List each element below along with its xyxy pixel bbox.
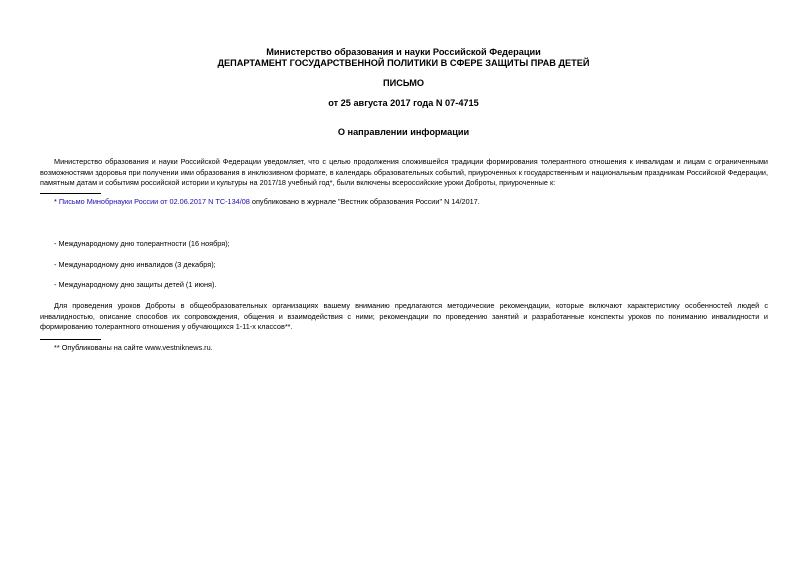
ministry-name: Министерство образования и науки Российской Федерации xyxy=(266,47,541,57)
footnote-1 xyxy=(54,197,480,207)
footnote-separator xyxy=(40,339,101,340)
department-name: ДЕПАРТАМЕНТ ГОСУДАРСТВЕННОЙ ПОЛИТИКИ В СФЕРЕ ЗАЩИТЫ ПРАВ ДЕТЕЙ xyxy=(217,58,590,68)
list-item: - Международному дню толерантности (16 ноября); xyxy=(54,239,230,248)
footnote-1-link[interactable]: Письмо Минобрнауки России от 02.06.2017 N ТС-134/08 xyxy=(58,197,250,206)
intro-paragraph: Министерство образования и науки Российской Федерации уведомляет, что с целью продолжения сложившейся традиции формирования толерантного отношения к инвалидам и лицам с ограниченными возможностями здоровья при получении ими образования в инклюзивном формате, в календарь образовательных событий, приуроченных к государственным и национальным праздникам Российской Федерации, памятным датам и событиям российской истории и культуры на 2017/18 учебный год*, были включены всероссийские уроки Доброты, приуроченные к: xyxy=(40,157,768,187)
document-subject: О направлении информации xyxy=(337,127,470,137)
document-type: ПИСЬМО xyxy=(382,78,425,88)
list-item: - Международному дню инвалидов (3 декабря); xyxy=(54,260,216,269)
footnote-1-marker: * xyxy=(54,197,59,206)
footnote-1-rest: опубликовано в журнале "Вестник образования России" N 14/2017. xyxy=(249,197,480,206)
list-item: - Международному дню защиты детей (1 июня). xyxy=(54,280,217,289)
recommendations-paragraph: Для проведения уроков Доброты в общеобразовательных организациях вашему вниманию предлагаются методические рекомендации, которые включают характеристику особенностей людей с инвалидностью, описание способов их сопровождения, общения и взаимодействия с ними; рекомендации по проведению занятий и разработанные конспекты уроков по пониманию инвалидности и формированию толерантного отношения у обучающихся 1-11-х классов**. xyxy=(40,301,768,331)
footnote-2: ** Опубликованы на сайте www.vestniknews.ru. xyxy=(54,343,213,352)
document-date-number: от 25 августа 2017 года N 07-4715 xyxy=(328,98,479,108)
footnote-separator xyxy=(40,193,101,194)
